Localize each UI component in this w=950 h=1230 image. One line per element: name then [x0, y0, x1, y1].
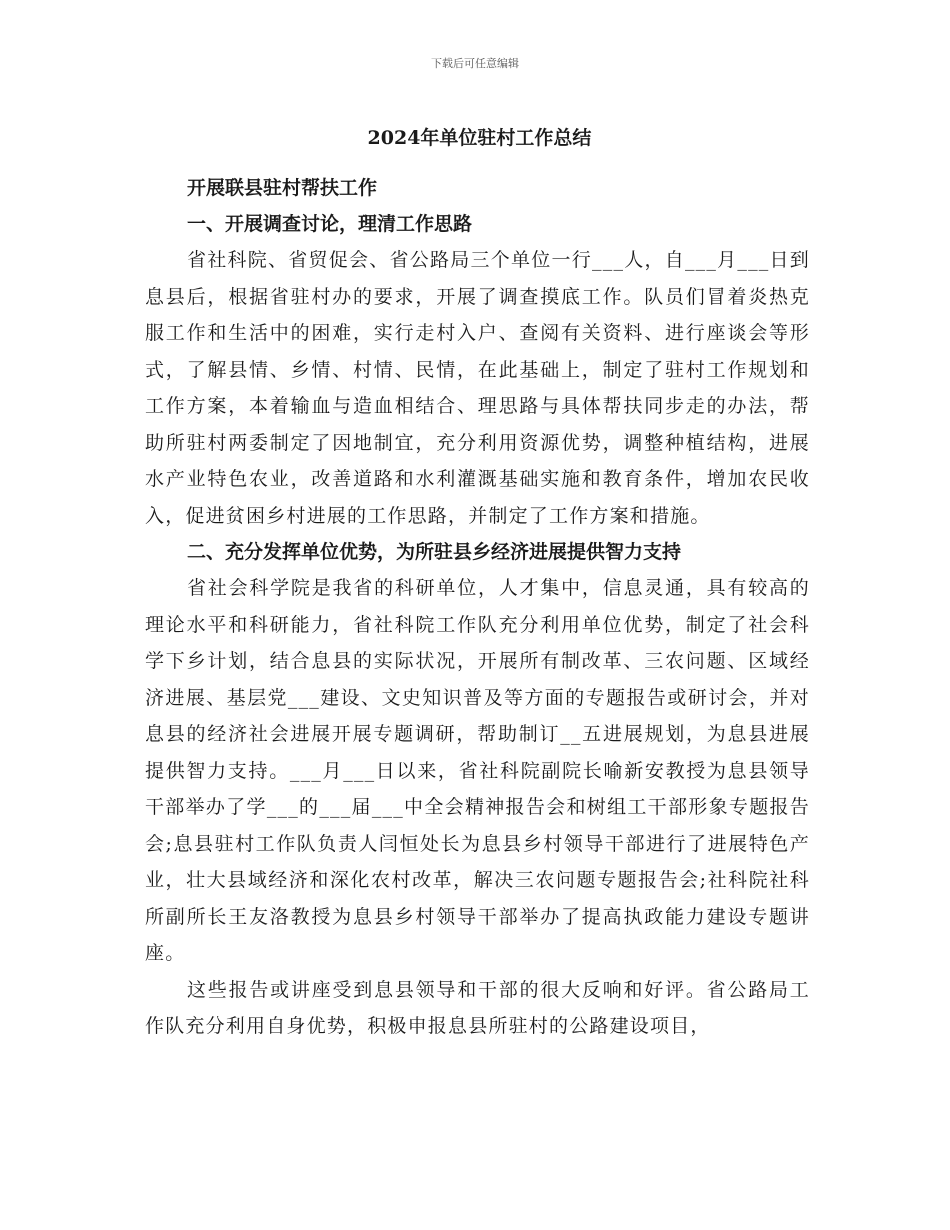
header-note: 下载后可任意编辑 — [431, 57, 519, 70]
document-subheading: 开展联县驻村帮扶工作 — [187, 177, 378, 199]
section-1-paragraph-1: 省社科院、省贸促会、省公路局三个单位一行___人，自___月___日到息县后，根据省驻村办的要求，开展了调查摸底工作。队员们冒着炎热克服工作和生活中的困难，实行走村入户、查阅有关资料、进行座谈会等形式，了解县情、乡情、村情、民情，在此基础上，制定了驻村工作规划和工作方案，本着输血与造血相结合、理思路与具体帮扶同步走的办法，帮助所驻村两委制定了因地制宜，充分利用资源优势，调整种植结构，进展水产业特色农业，改善道路和水利灌溉基础实施和教育条件，增加农民收入，促进贫困乡村进展的工作思路，并制定了工作方案和措施。 — [145, 249, 810, 527]
section-2-paragraph-2: 这些报告或讲座受到息县领导和干部的很大反响和好评。省公路局工作队充分利用自身优势，积极申报息县所驻村的公路建设项目， — [145, 978, 810, 1037]
document-title: 2024年单位驻村工作总结 — [367, 127, 592, 149]
section-2-paragraph-1: 省社会科学院是我省的科研单位，人才集中，信息灵通，具有较高的理论水平和科研能力，省社科院工作队充分利用单位优势，制定了社会科学下乡计划，结合息县的实际状况，开展所有制改革、三农问题、区域经济进展、基层党___建设、文史知识普及等方面的专题报告或研讨会，并对息县的经济社会进展开展专题调研，帮助制订__五进展规划，为息县进展提供智力支持。___月___日以来，省社科院副院长喻新安教授为息县领导干部举办了学___的___届___中全会精神报告会和树组工干部形象专题报告会;息县驻村工作队负责人闫恒处长为息县乡村领导干部进行了进展特色产业，壮大县域经济和深化农村改革，解决三农问题专题报告会;社科院社科所副所长王友洛教授为息县乡村领导干部举办了提高执政能力建设专题讲座。 — [145, 577, 810, 964]
section-heading-2: 二、充分发挥单位优势，为所驻县乡经济进展提供智力支持 — [187, 541, 682, 563]
document-page — [145, 118, 810, 1045]
section-heading-1: 一、开展调查讨论，理清工作思路 — [187, 213, 473, 235]
